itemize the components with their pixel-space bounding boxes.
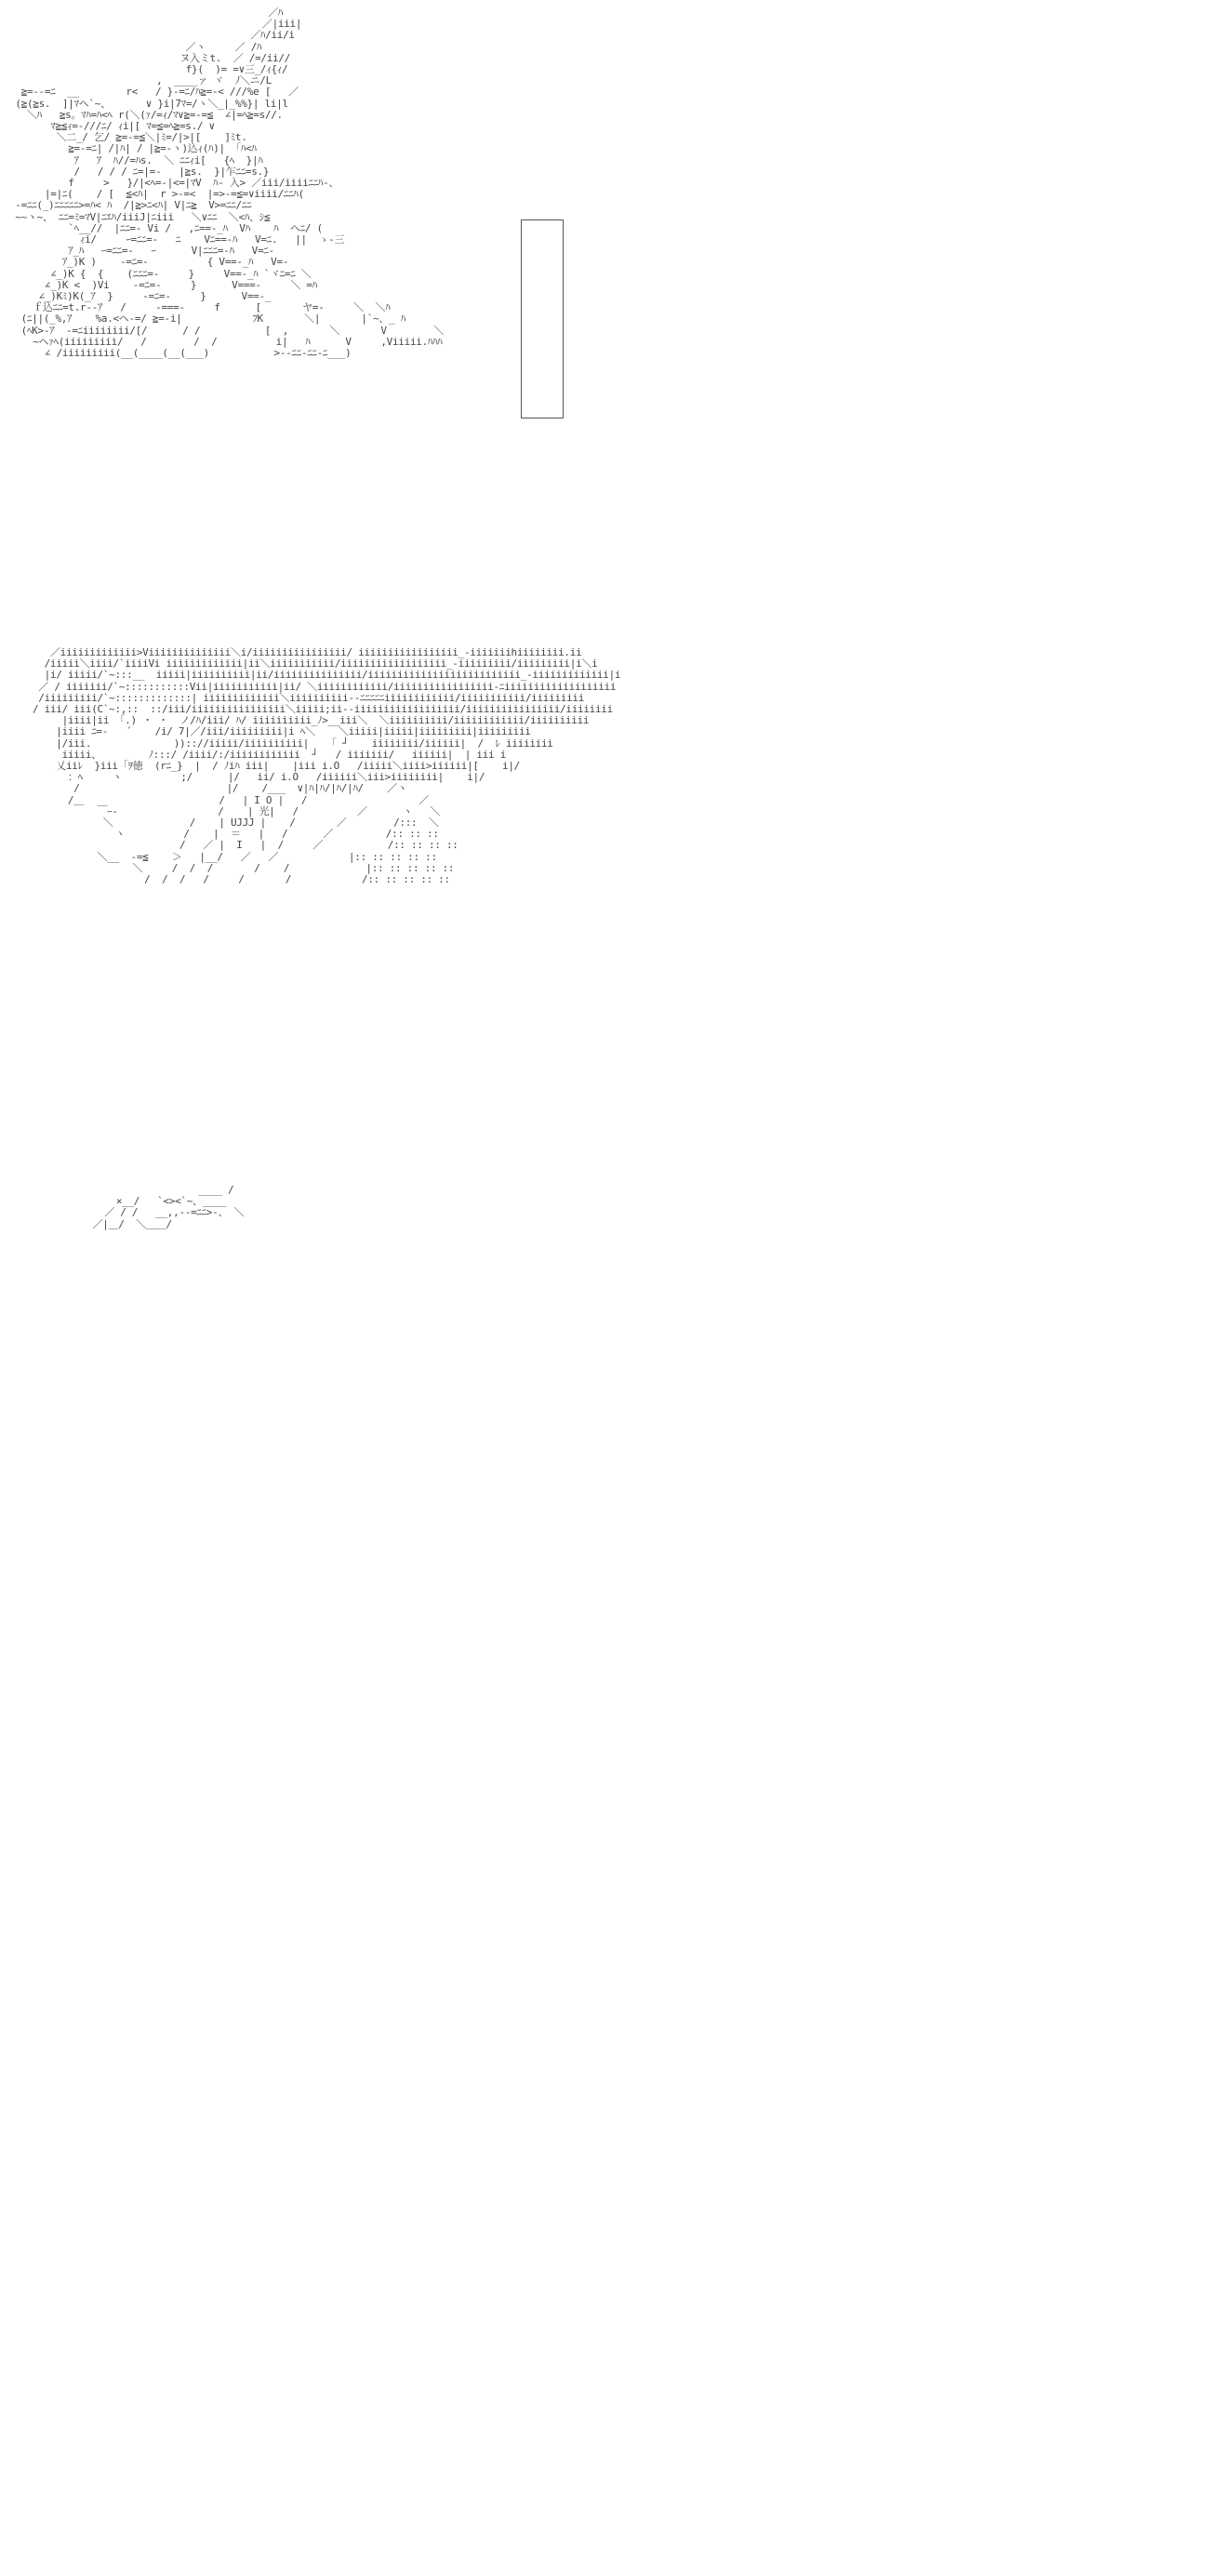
ascii-art-character-2: ／iiiiiiiiiiiii>Viiiiiiiiiiiiii＼i/iiiiiiiiiiiiiiii/ iiiiiiiiiiiiiiiii_-iiiiiiihiiiiiiii.ii /iiiii＼iiii/`iiiiVi iiiiiiiiiiiii|ii＼iiiiiiiiiii/iiiiiiiiiiiiiiiiii_-iiiiiiiii/iiiiiiiii|i＼i |i/ iiiii/`~:::__ iiiii|iiiiiiiiii|ii/iiiiiiiiiiiiiii/iiiiiiiiiiiiiiiiiiiiiiiiii_-iiiiiiiiiiiii|i ／ / iiiiiii/`~:::::::::::Vii|iiiiiiiiiii|ii/ ＼iiiiiiiiiiii/iiiiiiiiiiiiiiiii-ﾆiiiiiiiiiiiiiiiiiii /iiiiiiiii/`~:::::::::::::| iiiiiiiiiiiii＼iiiiiiiiii--ﾆﾆﾆﾆﾆiiiiiiiiiiii/iiiiiiiiiii/iiiiiiiii / iii/ iii(C`~:,:: ::/iii/iiiiiiiiiiiiiiii＼iiiii;ii--iiiiiiiiiiiiiiiiii/iiiiiiiiiiiiiiii/iiiiiiii |iiii|ii 「.) ・ ・ ノ/ﾊ/iii/ ﾊ/ iiiiiiiiii_ﾉ>__iii＼ ＼iiiiiiiiii/iiiiiiiiiiii/iiiiiiiiii |iiii ﾆ=- ´ /i/ 7|／/iii/iiiiiiiii|i ﾍ＼ ＼iiiii|iiiii|iiiiiiiii|iiiiiiiii |/iii. )):://iiiii/iiiiiiiiii| 「 ┘ iiiiiiii/iiiiii| / ﾚ iiiiiiii iiiii、 ﾉ:::/ /iiii/:/iiiiiiiiiiii ┘ / iiiiiii/ iiiiii| | iii i 乂iiﾚ }iii「ｦ徳 (rﾆ_} | / ﾉiﾊ iii| |iii i.O /iiiii＼iiii>iiiiii|[ i|/ ：ﾍ ヽ ;/ |/ ii/ i.O /iiiiii＼iii>iiiiiiii| i|/ / |/ /___ ∨|ﾊ|ﾊ/|ﾊ/|ﾊ/ ／ヽ /＿ / | I O | / ／ ￣ｰ- / | 光| / ／ ヽ ＼ ＼ / | UJJJ | / ／ /::: ＼ ヽ / | ＝ | / ／ /:: :: :: / ／ | I | / ／ /:: :: :: :: ＼__ -=≦ ＞ |__/ ／ ／ |:: :: :: :: :: ＼ / / / / / |:: :: :: :: :: / / / / / / /:: :: :: :: :: xyxy=(32,646,621,886)
dialogue-box xyxy=(521,219,564,418)
ascii-art-character-3: ____ / ×__/ `<><`~、____ ／ / / __,,--=ﾆﾆ>-、 ＼ ／|＿/ ＼＿＿/ xyxy=(92,1184,245,1230)
narration-block-2 xyxy=(547,748,563,1191)
post-header-457 xyxy=(17,1038,32,1060)
narration-line xyxy=(547,978,563,989)
ascii-art-mecha-1: ／ﾊ ／|iii| ／ﾊ/ii/i ／ヽ ／ /ﾊ ヌ入ミt. ／ /=/ii// f}( )= =∨三_/ｨ{ｨ/ , ____ァ ヾ ﾉ＼ニ/L ≧=--=ﾆ __ r< / }-=ﾆ/ﾊ≧=-< ///%e [ ／ (≧(≧s. ]|ﾏヘ`~、 ∨ }i|7ﾏ=/ヽ＼_|_%%}| li|l ＼ﾊ ≧s。ﾏﾊ=ﾊ<ﾍ r(＼(ｧ/=ｨ/ﾏ∨≧=-=≦ ∠|=ﾍ≧=s//. ﾏ≧≦ｨ=-///ﾆ/ ｨi|[ ﾏ=≦=ﾍ≧=s./ ∨ ＼二_/ 乞/ ≧=-=≦＼|ﾐ=/|>|[ ]ﾐt. ≧=-=ﾆ| /|ﾊ| / |≧=-ヽ)込ｨ(ﾊ)| 「ﾊ<ﾊ ｱ ｱ ﾊ//=ﾊs. ＼ ﾆﾆｨi[ {ﾍ }|ﾊ / / / / ﾆ=|=- |≧s. }|乍ﾆﾆ=s.} f > }/|<ﾍ=-|<=|ﾏV ﾊ- 入> ／iii/iiiiﾆﾆﾊ-、 |=|ﾆ( / [ ≦<ﾊ| r >-=< |=>-=≦=∨iiii/ﾆﾆﾊ( -=ﾆﾆ(_)ﾆﾆﾆﾆﾆ>=ﾊ< ﾊ /|≧>ﾆ<ﾊ| V|ﾆ≧ V>=ﾆﾆ/ﾆﾆ ~~ヽ~、 ﾆﾆ=ﾐ=ﾏV|ﾆｴﾊ/iiiJ|ﾆiii ＼∨ﾆﾆ ＼<ﾊ、ｼ≦ `ﾍ__// |ﾆﾆ=- Vi / ,ﾆ==-_ﾊ Vﾊ ﾊ ヘﾆ/ ( ｨi/ ｰ=ﾆﾆ=- ﾆ Vﾆ==-ﾊ V=ﾆ. || ゝ-三 ｱ_ﾊ ｰ=ﾆﾆ=- ｰ V|ﾆﾆﾆ=-ﾊ V=ﾆ- ｱ_)K ) -=ﾆ=- { V==-_ﾊ V=- ∠_)K { { (ﾆﾆﾆ=- } V==-_ﾊ `ヾﾆ=ﾆ ＼ ∠_)K < )Vi -=ﾆ=- } V===- ＼ =ﾊ ∠_)Kﾐ)K(_ｱ } -=ﾆ=- } V==-_ ｆ込ﾆﾆ=t.r--ｱ / -===- f [ ヤ=- ＼ ＼ﾊ (ﾆ||(_%,ｱ %a.<ヘ-=/ ≧=-i| ﾌK ＼| |`~、_ ﾊ (ﾍK>-ｱ -=ﾆiiiiiiii/[/ / / [ , ＼ V ＼ ~ヘｧﾍ(iiiiiiiii/ / / / i| ﾊ V ,Viiiii.ﾊﾊﾊ ∠ /iiiiiiiii(__(____(__(___) >--ﾆﾆ-ﾆﾆ-ﾆ___) ／iiiiiiiiiiiii>Viiiiiiiiiiiiii＼i/iiiiiiiiiiiiiiii/ iiiiiiiiiiiiiiiii_-iiiiiiihiiiiiiii.ii /iiiii＼iiii/`iiiiVi iiiiiiiiiiiii|ii＼iiiiiiiiiii/iiiiiiiiiiiiiiiiii_-iiiiiiiii/iiiiiiiii|i＼i |i/ iiiii/`~:::__ iiiii|iiiiiiiiii|ii/iiiiiiiiiiiiiii/iiiiiiiiiiiiiiiiiiiiiiiiii_-iiiiiiiiiiiii|i ／ / iiiiiii/`~:::::::::::Vii|iiiiiiiiiii|ii/ ＼iiiiiiiiiiii/iiiiiiiiiiiiiiiii-ﾆiiiiiiiiiiiiiiiiiii /iiiiiiiii/`~:::::::::::::| iiiiiiiiiiiii＼iiiiiiiiii--ﾆﾆﾆﾆﾆiiiiiiiiiiii/iiiiiiiiiii/iiiiiiiii / iii/ iii(C`~:,:: ::/iii/iiiiiiiiiiiiiiii＼iiiii;ii--iiiiiiiiiiiiiiiiii/iiiiiiiiiiiiiiii/iiiiiiii |iiii|ii 「.) ・ ・ ノ/ﾊ/iii/ ﾊ/ iiiiiiiiii_ﾉ>__iii＼ ＼iiiiiiiiii/iiiiiiiiiiii/iiiiiiiiii |iiii ﾆ=- ´ /i/ 7|／/iii/iiiiiiiii|i ﾍ＼ ＼iiiii|iiiii|iiiiiiiii|iiiiiiiii |/iii. )):://iiiii/iiiiiiiiii| 「 ┘ iiiiiiii/iiiiii| / ﾚ iiiiiiii iiiii、 ﾉ:::/ /iiii/:/iiiiiiiiiiii ┘ / iiiiiii/ iiiiii| | iii i 乂iiﾚ }iii「ｦ徳 (rﾆ_} | / ﾉiﾊ iii| |iii i.O /iiiii＼iiii>iiiiii|[ i|/ ：ﾍ ヽ ;/ |/ ii/ i.O /iiiiii＼iii>iiiiiiii| i|/ / |/ /___ ∨|ﾊ|ﾊ/|ﾊ/|ﾊ/ ／ヽ /＿ / | I O | / ／ ￣ｰ- / | 光| / ／ ヽ ＼ ＼ / | UJJJ | / ／ /::: ＼ ヽ / | ＝ | / ／ /:: :: :: / ／ | I | / ／ /:: :: :: :: ＼__ -=≦ ＞ |__/ ／ ／ |:: :: :: :: :: ＼ / / / / / |:: :: :: :: :: / / / / / / /:: :: :: :: :: ____ / ×__/ `<><`~、____ ／ / / __,,--=ﾆﾆ>-、 ＼ ／|＿/ ＼＿＿/ xyxy=(9,7,444,518)
